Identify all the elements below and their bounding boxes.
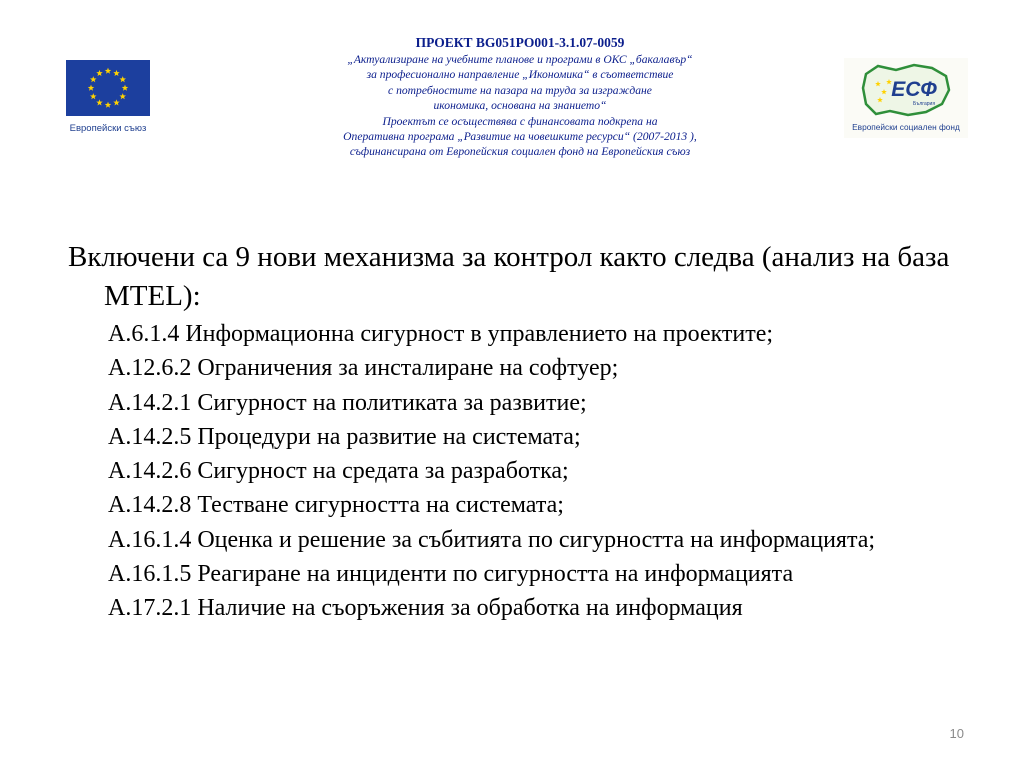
- eu-logo: [62, 60, 152, 150]
- control-item: A.14.2.8 Тестване сигурността на системата;: [108, 492, 564, 519]
- eu-logo-caption: Европейски съюз: [69, 123, 147, 134]
- project-title: ПРОЕКТ BG051PO001-3.1.07-0059: [415, 35, 625, 50]
- control-item: A.16.1.5 Реагиране на инциденти по сигурността на информацията: [108, 561, 794, 588]
- bulgaria-map-icon: [856, 60, 956, 120]
- control-list: [68, 317, 968, 626]
- project-funding-line: съфинансирана от Европейския социален фонд на Европейския съюз: [349, 145, 691, 159]
- control-item: A.14.2.6 Сигурност на средата за разработка;: [108, 458, 569, 485]
- control-item: A.12.6.2 Ограничения за инсталиране на софтуер;: [108, 355, 619, 382]
- project-funding-line: Проектът се осъществява с финансовата подкрепа на: [382, 114, 658, 128]
- esf-mark-text: ЕСФ: [891, 78, 937, 101]
- project-header: [200, 34, 840, 160]
- eu-flag-icon: [66, 60, 150, 116]
- project-description-line: с потребностите на пазара на труда за изграждане: [388, 83, 652, 97]
- project-description-line: „Актуализиране на учебните планове и програми в ОКС „бакалавър“: [347, 53, 693, 66]
- control-item: A.16.1.4 Оценка и решение за събитията по сигурността на информацията;: [108, 526, 876, 553]
- control-item: A.6.1.4 Информационна сигурност в управлението на проектите;: [108, 321, 774, 347]
- esf-sub-text: България: [912, 101, 936, 107]
- control-item: A.14.2.5 Процедури на развитие на системата;: [108, 423, 581, 450]
- esf-logo: [844, 58, 968, 138]
- project-description-line: за професионално направление „Икономика“ в съответствие: [366, 68, 674, 82]
- esf-logo-caption: Европейски социален фонд: [852, 122, 960, 132]
- project-funding-line: Оперативна програма „Развитие на човешките ресурси“ (2007-2013 ),: [343, 130, 697, 144]
- page-number: 10: [949, 726, 964, 741]
- control-item: A.17.2.1 Наличие на съоръжения за обработка на информация: [108, 595, 743, 622]
- intro-text: Включени са 9 нови механизма за контрол както следва (анализ на база MTEL):: [68, 241, 950, 312]
- slide-content: [68, 238, 968, 626]
- control-item: A.14.2.1 Сигурност на политиката за развитие;: [108, 389, 587, 416]
- project-description-line: икономика, основана на знанието“: [433, 99, 607, 113]
